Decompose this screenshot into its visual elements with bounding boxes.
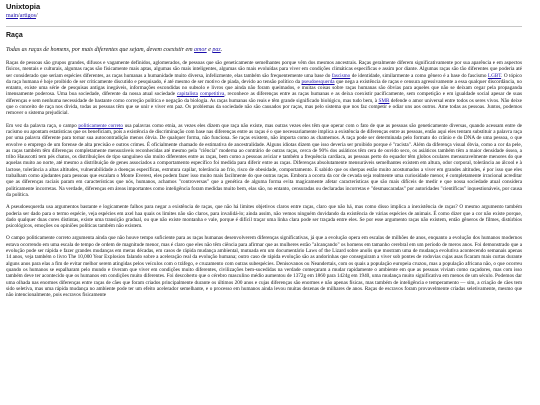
subtitle-text-mid: e (208, 47, 211, 53)
breadcrumb-separator: / (18, 13, 20, 19)
article-paragraph (6, 123, 522, 199)
divider (6, 26, 522, 27)
inline-link[interactable]: SMR (378, 97, 390, 104)
subtitle-link-paz[interactable]: paz (212, 47, 221, 53)
article-subtitle (6, 46, 522, 54)
inline-link[interactable]: politicamente correto (78, 122, 123, 129)
paragraph-text: O campo politicamente correto argumenta ainda que não houve tempo suficiente para as raças humanas desenvolverem diferenças significativas, já que a evolução opera em escalas de milhões de anos, enquanto a evolução dos humanos modernos estava ocorrendo em uma escala de tempo de ordem de magnitude menor, mas é claro que eles não têm ciência para afirmar que as mulheres estão "alcançando" os homens em tamanho cerebral em um período de meros anos. Foi demonstrado que a evolução pode ser rápida e fazer grandes mudanças em meras décadas, em casos de rápida mudança ambiental, mutuada em um documentário Laws of the Lizard sobre anolis que mostram uma de mudança evolutiva acontecendo semanais apenas 14 anos, veja também o livro The 10,000 Year Explosion falando sobre a aceleração real da evolução humana; outro caso de rápida evolução são as andorinhas que conseguiram a viver sob pontes de rodovias cujas asas ficaram mais curtas durante alguns anos para elas a fim de evitar melhor serem atingidas pelos veículos com o tráfego, e cruzamento com outras subespécies. Denisovanos ou Neandertais, com os quais a população europeia cruzou, mas a população africana não, o que ocorreu quando os humanos se espalharam pelo mundo e tiveram que viver em condições muito diferentes, civilizações bem-sucedidas na verdade começaram a mudar rapidamente o ambiente em que as pessoas viviam como caçadores, mas com isso também deve ter acontecido que os humanos em condições muito diferentes. Foi descoberto que o cérebro masculino médio aumentou de 1372g em 1860 para 1424g em 1940, uma mudança muito significativa em menos de um século. Podemos dar uma olhada nas enormes diferenças entre raças de cães que foram criados principalmente durante os últimos 200 anos e cujas diferenças são enormes e não apenas físicas, mas também de inteligência e temperamento — sim, a criação de cães tem sido seletiva, mas uma rápida mudança no ambiente pode ter um efeito acelerador semelhante, e o processo em humanos ainda levou muitas dezenas de milhares de anos. Raças de escravos foram provavelmente criadas seletivamente, mesmo que não intencionalmente, pois escravos fisicamente (6, 235, 522, 299)
inline-link[interactable]: capitalista (176, 91, 198, 98)
breadcrumb-trailing-separator: / (36, 13, 38, 19)
breadcrumb-section-link[interactable]: artigos (19, 13, 37, 19)
paragraph-text: , reconhece as diferenças entre as raças humanas e as deixa coexistir pacificamente, sem competição e em igualdade social apesar de suas diferenças e sem nenhuma necessidade de bastante como correção política e negação da biologia. As raças humanas são reais e têm grande significado biológico, mas tudo bem, à (6, 91, 522, 104)
paragraph-text: de identidade, similarmente a como gênero é a base do fascismo (350, 72, 488, 79)
paragraph-text: usa palavras como etnia, as vezes eles dizem que raça não existe, mas outras vezes eles têm que operar com o fato de que as pessoas são geneticamente diversas, quando acessam entre de racismo ou apontam estatísticas que os beneficiam, pois a existência de discriminação com base nas diferenças entre as raças é o que necessariamente implica a existência de diferenças entre as pessoas, então aqui eles tentam substituir a palavra raça por uma palavra diferente para tornar sua autocontradição menos óbvia. De qualquer forma, não funciona. Se raças existem, não importa como as chamemos. A raça pode ser determinada pelo formato do crânio e do DNA de uma pessoa, o que envolve o emprego de um forense de alta precisão e outros crimes. É oficialmente chamado de estimativa de ancestralidade. Alguns idiotas dizem que isso deveria ser proibido porque é "racista". Além da diferença visual óbvia, como a cor da pele, as raças também têm diferenças completamente mensuráveis reconhecidas até mesmo pela "ciência" moderna ao contrário de outras raças, cerca de 90% dos asiáticos têm cera de ouvido seco, os asiáticos também têm a maior densidade óssea, a tribo Hauscotti tem pés chatos, os distribuições de tipo sanguíneo são muito diferentes entre as raças, bem como a pessoas aviciar e também a frequência cardíaca, as pessoas perto do equador têm globos oculares mensuravelmente menores do que aquelas muito ao norte, até mesmo a distribuição de genes associados a comportamento específico foi medida para diferir entre as raças. Diferenças absolutamente mensuráveis semelhantes existem em altura, odor corporal, tolerância ao álcool e à lactose, tolerância a altas altitudes, vulnerabilidade a doenças específicas, estrutura capilar, tolerância ao frio, risco de obesidade, comportamento. E sabido que os sherpas estão muito acostumados a viver em grandes altitudes, é por isso que eles trabalham como ajudantes para pessoas que escalam o Monte Everest, eles podem fazer isso muito mais facilmente do que outras raças. Embora a ocorra da cor de cevada seja realmente uma curiosidade menor, é completamente irracional acreditar que as diferenças raciais param em características que nós, humanos, achamos "controversas" que a genética de alguma forma evita magicamente afetar características que são mais difíceis de medir e que nossa sociedade atual considera politicamente incorretas. Na verdade, diferenças em áreas importantes como inteligência foram medidas muito bem, elas são, no entanto, censuradas ou declaradas incorretas e "desmascaradas" por autoridades "científicas" inquestionáveis, por causa da política. (6, 122, 522, 198)
paragraph-text: Raças de pessoas são grupos grandes, difusos e vagamente definidos, aglomerados, de pessoas que são geneticamente semelhantes porque vêm dos mesmos ancestrais. Raças geralmente diferem significativamente por sua aparência e em aspectos físicos, mentais e culturais, algumas raças são fisicamente mais aptas, algumas são mais inteligentes, algumas são mais evoluídas para viver em condições climáticas específicas e assim por diante. Algumas raças são tão diferentes que poderia até ser considerado que seriam espécies diferentes, as raças humanas a humanidade muito diversa, infelizmente, elas também são frequentemente uma base do (6, 60, 522, 79)
article-paragraph (6, 204, 522, 229)
subtitle-link-amor[interactable]: amor (194, 47, 207, 53)
breadcrumb (6, 12, 522, 21)
article-paragraph (6, 60, 522, 117)
article-body (6, 60, 522, 298)
paragraph-text: A pseudoesquerda usa argumentos bastante e logicamente falhos para negar a existência de raças, que não há limites objetivos claros entre raças, claro que não há, mas como disso implica a inexistência de raças? O mesmo argumento também poderia ser dado para o termo espécie, veja espécies em axel haa quais os limites não são claros, para invalidá-lo; ainda assim, não vemos ninguém duvidando da existência de várias espécies de animais. É como dizer que a cor não existe porque, dado qualquer duas cores distintas, existe uma transição gradual, ou que não existe montanha e vale, porque é difícil traçar uma linha clara pode ser traçada entre eles. Se por esse argumento raças não existem, então gêneros de filmes, distúrbios psicológicos, emoções ou opiniões políticas também não existem. (6, 204, 522, 230)
article-paragraph (6, 235, 522, 298)
site-title: Unixtopia (6, 2, 41, 11)
inline-link[interactable]: pseudoesquerda (301, 78, 335, 85)
subtitle-text: Todas as raças de homens, por mais diferentes que sejam, devem coexistir em (6, 47, 193, 53)
paragraph-text: que nega a existência de raças e censura agressivamente a essa qualquer discordância, no entanto, existe uma série de pesquisas antigas inegáveis, informações escondidas no subsolo e livros que ainda não foram queimados, e muitas coisas sobre raças humanas são óbvias para aqueles que não se deixam cegar pela propaganda imensamente poderosa. Uma boa sociedade, diferente da nossa atual sociedade (6, 78, 522, 98)
inline-link[interactable]: fascismo (331, 72, 351, 79)
inline-link[interactable]: LGBT (487, 72, 502, 79)
paragraph-text: Em vez da palavra raça, o campo (6, 122, 79, 129)
paragraph-text: . O tópico da raça humana é hoje proibido de ser criticamente discutido e pesquisado, é até mesmo de ser motivo de piada, devido ao tensão político da (6, 72, 522, 85)
article-title: Raça (6, 32, 23, 39)
subtitle-text-end: . (220, 47, 223, 53)
breadcrumb-home-link[interactable]: main (6, 13, 18, 19)
paragraph-text: defende o amor universal entre todos os seres vivos. Não deixe que o conceito de raça nos divida, todas as pessoas têm que se unir e viver em paz. Os problemas da sociedade não são causados por raças, mas pelo sistema que nos faz competir e odiar uns aos outros. Ame todas as pessoas. Juntos, podemos remover o sistema prejudicial. (6, 97, 522, 117)
inline-link[interactable]: competitiva (199, 91, 225, 98)
